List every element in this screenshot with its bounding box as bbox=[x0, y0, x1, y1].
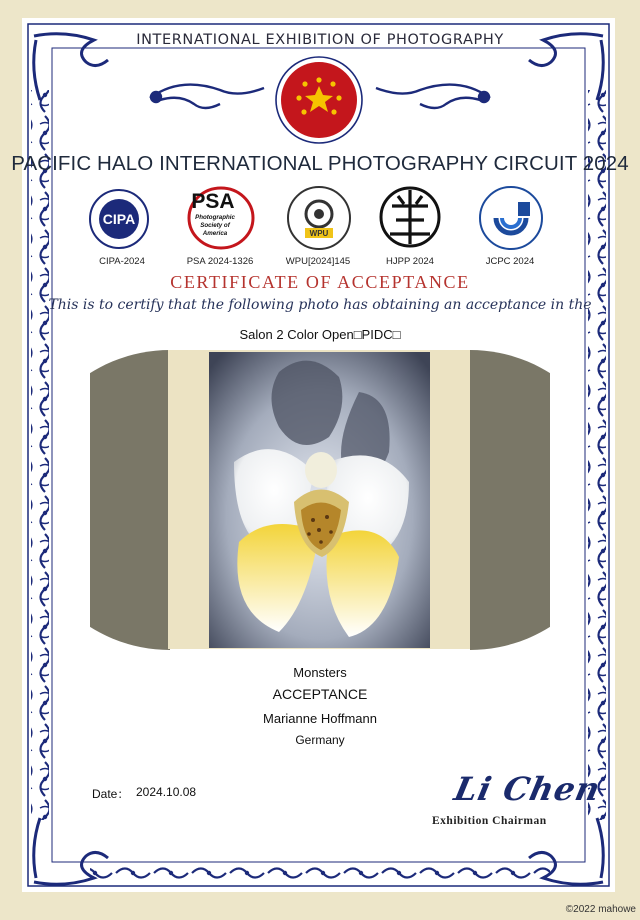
author-name: Marianne Hoffmann bbox=[263, 711, 377, 726]
salon-section: Salon 2 Color Open□PIDC□ bbox=[239, 327, 401, 342]
left-disc-decoration bbox=[90, 350, 170, 650]
photo-title: Monsters bbox=[293, 665, 347, 680]
wpu-label: WPU[2024]145 bbox=[285, 256, 351, 267]
chairman-signature: Li Chen bbox=[450, 770, 605, 808]
author-country: Germany bbox=[295, 733, 345, 747]
wpu-logo-icon bbox=[285, 184, 353, 252]
psa-mark: PSA bbox=[191, 190, 235, 213]
jcpc-logo-icon bbox=[476, 184, 546, 252]
certification-statement: This is to certify that the following photo has obtaining an acceptance in the bbox=[48, 297, 592, 313]
date-label: Date： bbox=[92, 787, 130, 801]
cipa-mark: CIPA bbox=[102, 211, 136, 227]
svg-text:Photographic: Photographic bbox=[195, 214, 235, 221]
right-disc-decoration bbox=[470, 350, 550, 650]
svg-text:Society of: Society of bbox=[200, 222, 230, 229]
cipa-logo-icon bbox=[87, 188, 151, 250]
award-status: ACCEPTANCE bbox=[272, 686, 368, 702]
certificate-title: CERTIFICATE OF ACCEPTANCE bbox=[170, 272, 470, 292]
orchid-photo bbox=[209, 352, 430, 648]
jcpc-label: JCPC 2024 bbox=[485, 256, 535, 267]
exhibition-heading: INTERNATIONAL EXHIBITION OF PHOTOGRAPHY bbox=[136, 32, 504, 48]
date-value: 2024.10.08 bbox=[136, 785, 197, 799]
circuit-emblem-icon bbox=[272, 54, 366, 146]
cipa-label: CIPA-2024 bbox=[99, 256, 145, 267]
hjpp-logo-icon bbox=[378, 184, 442, 250]
watermark-text: ©2022 mahowe bbox=[565, 904, 636, 915]
signer-title: Exhibition Chairman bbox=[432, 815, 547, 827]
hjpp-label: HJPP 2024 bbox=[386, 256, 434, 267]
psa-logo-icon bbox=[181, 184, 255, 250]
wpu-mark: WPU bbox=[309, 229, 329, 238]
psa-label: PSA 2024-1326 bbox=[186, 256, 254, 267]
circuit-title: PACIFIC HALO INTERNATIONAL PHOTOGRAPHY CIRCUIT 2024 bbox=[11, 152, 629, 175]
svg-text:America: America bbox=[202, 230, 228, 237]
